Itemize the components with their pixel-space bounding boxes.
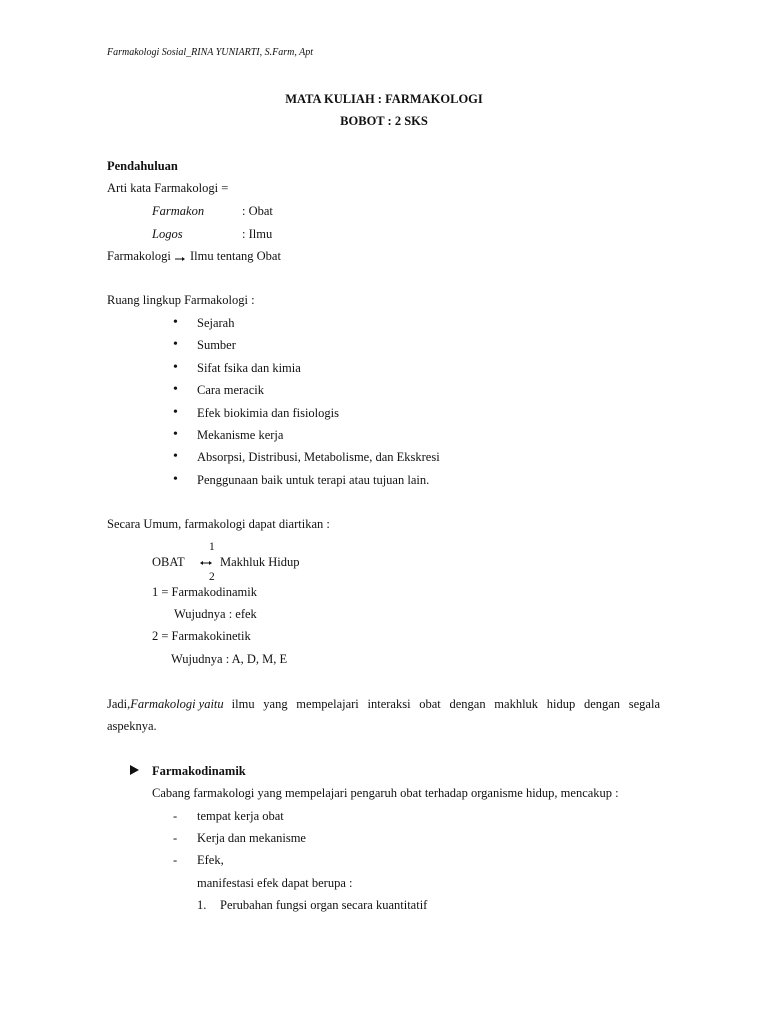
relation-top-number: 1 <box>209 541 215 553</box>
running-header: Farmakologi Sosial_RINA YUNIARTI, S.Farm, Apt <box>107 47 314 58</box>
meaning-farmakon: : Obat <box>242 204 273 218</box>
list-item: • Sejarah <box>197 315 234 331</box>
arti-line: Arti kata Farmakologi = <box>107 181 229 195</box>
double-arrow-icon <box>200 559 212 567</box>
arrowhead-bullet-icon <box>130 765 139 775</box>
conclusion-italic: Farmakologi yaitu <box>130 697 224 711</box>
numbered-item-text: Perubahan fungsi organ secara kuantitatif <box>220 898 428 912</box>
conclusion-paragraph <box>107 696 660 712</box>
scope-heading: Ruang lingkup Farmakologi : <box>107 293 255 307</box>
list-item: • Efek biokimia dan fisiologis <box>197 405 339 421</box>
right-arrow-icon <box>174 254 186 262</box>
list-item: • Absorpsi, Distribusi, Metabolisme, dan Ekskresi <box>197 449 440 465</box>
list-item: • Mekanisme kerja <box>197 427 283 443</box>
numbered-item-number: 1. <box>197 898 207 912</box>
list-item: - Kerja dan mekanisme <box>197 830 306 846</box>
farmakodinamik-description: Cabang farmakologi yang mempelajari pengaruh obat terhadap organisme hidup, mencakup : <box>152 786 619 800</box>
farmakodinamik-heading: Farmakodinamik <box>152 764 246 778</box>
meaning-logos: : Ilmu <box>242 227 273 241</box>
conclusion-rest: ilmu yang mempelajari interaksi obat dengan makhluk hidup dengan segala <box>231 697 660 711</box>
pharmacokinetic-form: Wujudnya : A, D, M, E <box>171 652 288 666</box>
definition-right: Ilmu tentang Obat <box>190 249 281 263</box>
list-item: - tempat kerja obat <box>197 808 284 824</box>
definition-left: Farmakologi <box>107 249 171 263</box>
list-item: - Efek, <box>197 852 224 868</box>
conclusion-continuation: aspeknya. <box>107 719 157 733</box>
intro-heading: Pendahuluan <box>107 159 178 173</box>
pharmacokinetic-line: 2 = Farmakokinetik <box>152 629 251 643</box>
conclusion-jadi: Jadi, <box>107 697 131 711</box>
manifestation-intro: manifestasi efek dapat berupa : <box>197 876 353 890</box>
course-weight: BOBOT : 2 SKS <box>340 114 428 128</box>
pharmacodynamic-form: Wujudnya : efek <box>174 607 257 621</box>
relation-left: OBAT <box>152 555 185 569</box>
course-title: MATA KULIAH : FARMAKOLOGI <box>285 92 483 106</box>
relation-right: Makhluk Hidup <box>220 555 300 569</box>
general-intro: Secara Umum, farmakologi dapat diartikan : <box>107 517 330 531</box>
list-item: • Cara meracik <box>197 382 264 398</box>
list-item: • Sifat fsika dan kimia <box>197 360 301 376</box>
term-logos: Logos <box>152 227 183 241</box>
list-item: • Penggunaan baik untuk terapi atau tujuan lain. <box>197 472 429 488</box>
term-farmakon: Farmakon <box>152 204 205 218</box>
list-item: • Sumber <box>197 337 236 353</box>
pharmacodynamic-line: 1 = Farmakodinamik <box>152 585 257 599</box>
relation-bottom-number: 2 <box>209 571 215 583</box>
